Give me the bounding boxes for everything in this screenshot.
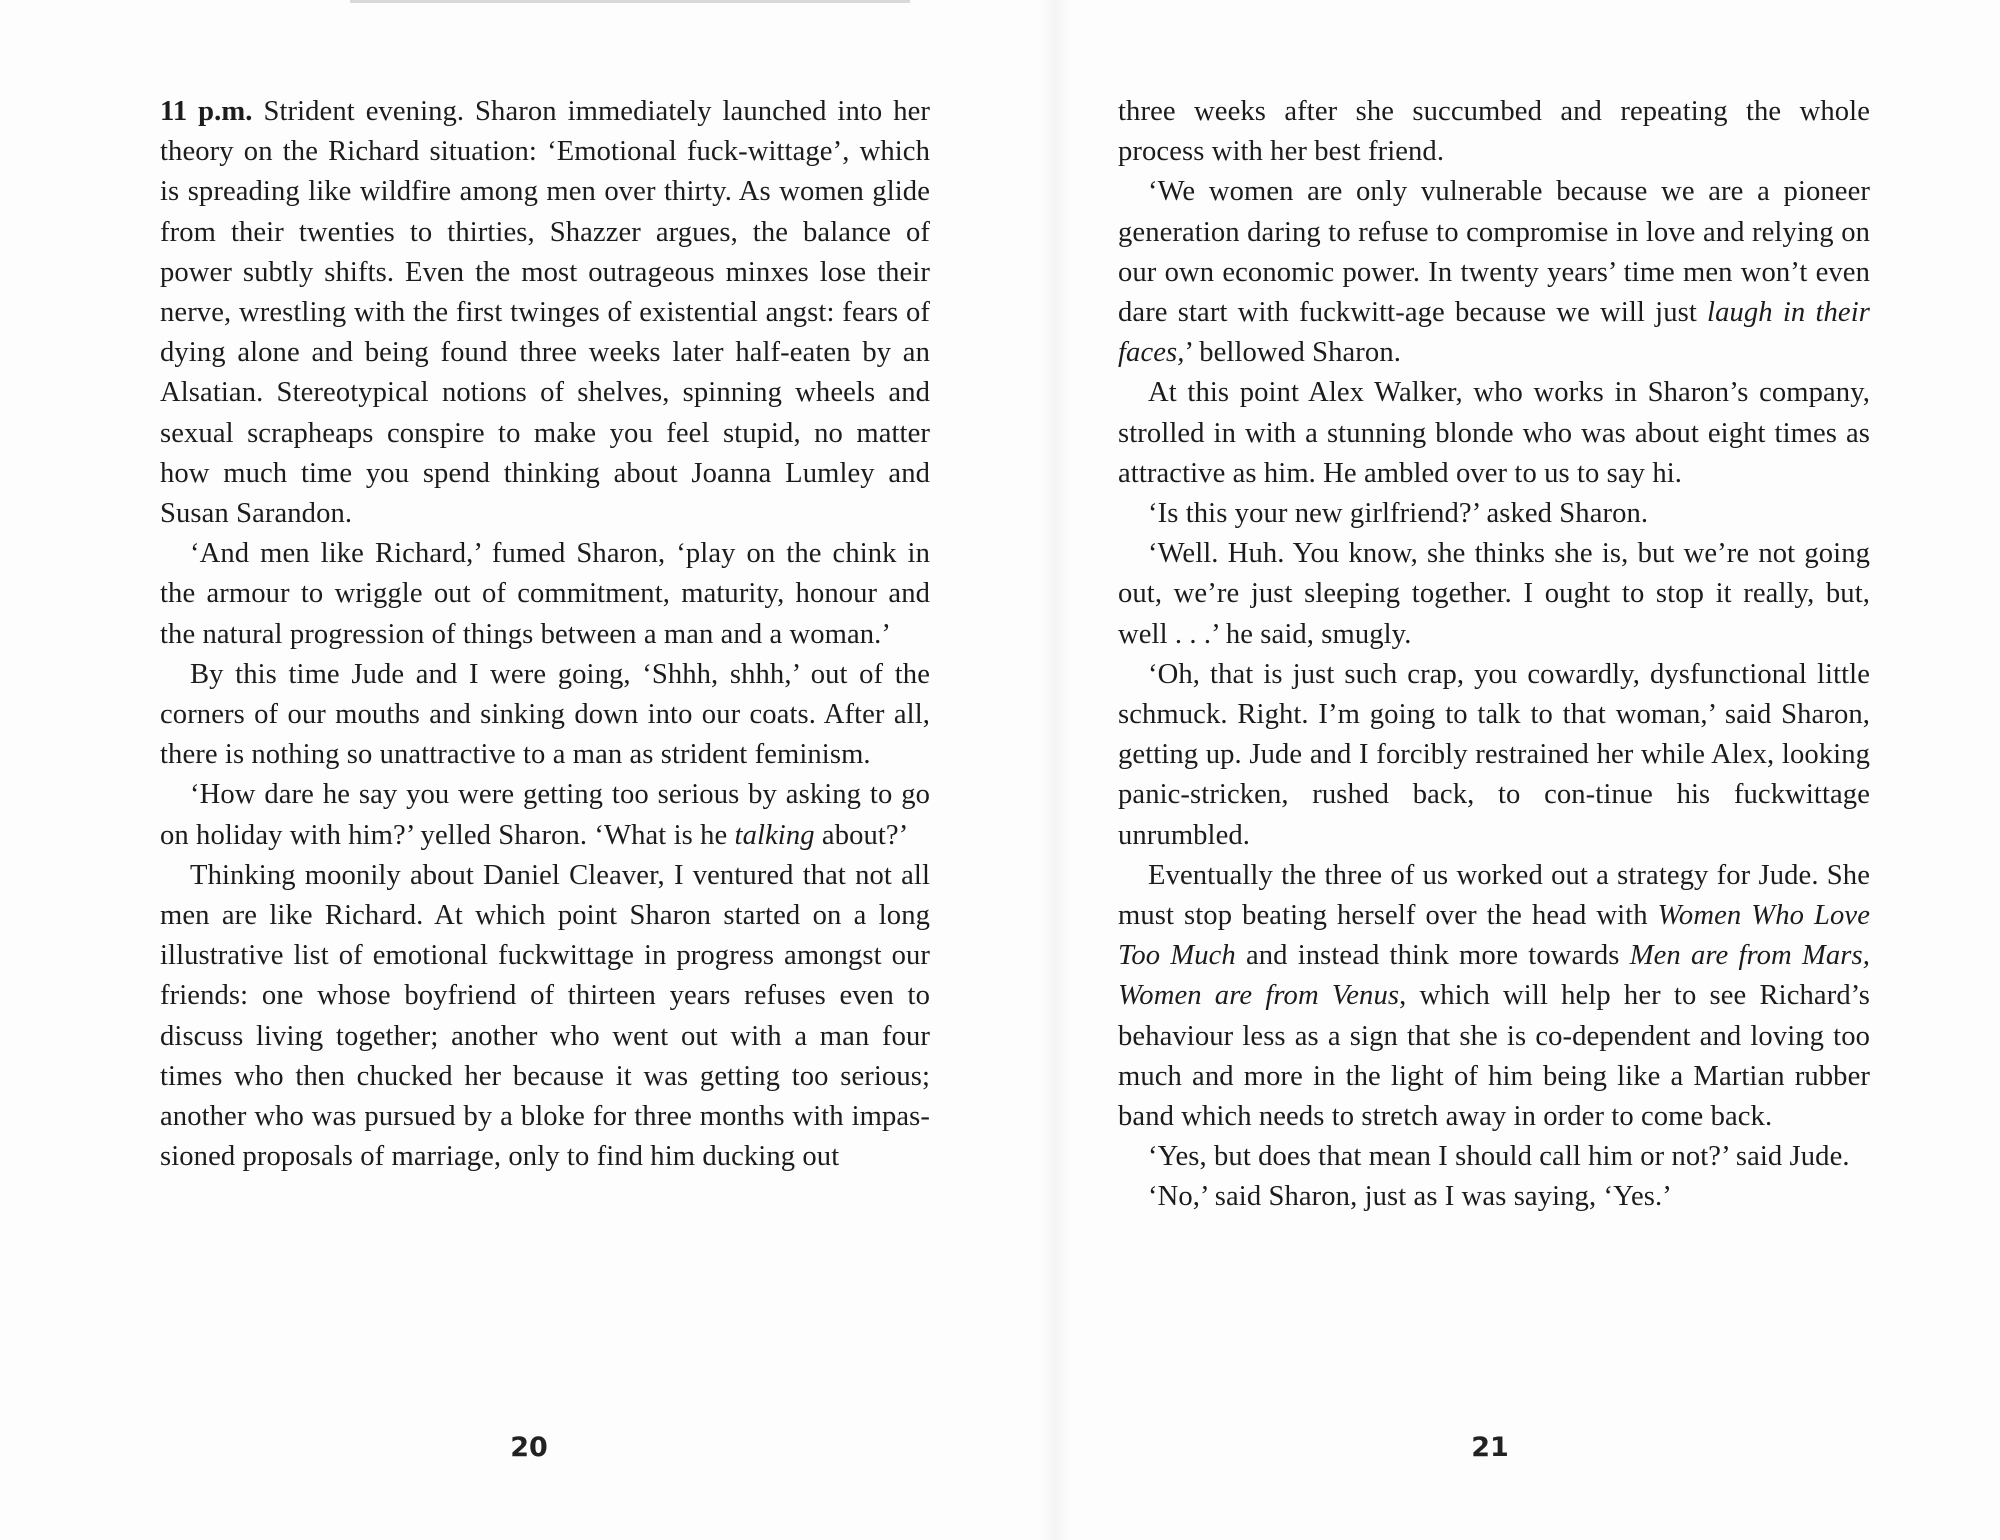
paragraph <box>1118 655 1870 856</box>
italic-text: talking <box>734 819 815 851</box>
paragraph-text: At this point Alex Walker, who works in Sharon’s company, strolled in with a stunning blonde who was about eight times as attractive as him. He ambled over to us to say hi. <box>1118 377 1870 489</box>
paragraph-text: ‘Is this your new girlfriend?’ asked Sharon. <box>1148 498 1649 530</box>
paragraph-text: ‘And men like Richard,’ fumed Sharon, ‘play on the chink in the armour to wriggle out of commitment, maturity, honour and the natural progression of things between a man and a woman.’ <box>160 538 930 650</box>
paragraph <box>160 92 930 534</box>
paragraph-text: Thinking moonily about Daniel Cleaver, I ventured that not all men are like Richard. At which point Sharon started on a long illustrative list of emotional fuckwittage in progress amongst our friends: one whose boyfriend of thirteen years refuses even to discuss living together; another who went out with a man four times who then chucked her because it was getting too serious; another who was pursued by a bloke for three months with impas-sioned proposals of marriage, only to find him ducking out <box>160 859 930 1173</box>
paragraph-text: about?’ <box>814 819 909 851</box>
page-top-edge <box>350 0 910 3</box>
italic-text: laugh in their faces, <box>1118 297 1870 369</box>
page-number-right: 21 <box>1471 1432 1509 1463</box>
italic-text: Women Who Love Too Much <box>1118 900 1870 972</box>
paragraph <box>160 775 930 855</box>
paragraph <box>1118 1137 1870 1177</box>
paragraph-text: three weeks after she succumbed and repeating the whole process with her best friend. <box>1118 96 1870 168</box>
paragraph <box>1118 856 1870 1137</box>
paragraph <box>1118 1177 1870 1217</box>
paragraph-text: ‘No,’ said Sharon, just as I was saying, ‘Yes.’ <box>1148 1181 1672 1213</box>
paragraph <box>1118 494 1870 534</box>
paragraph <box>1118 534 1870 655</box>
paragraph-text: ’ bellowed Sharon. <box>1184 337 1401 369</box>
paragraph-text: , which will help her to see Richard’s behaviour less as a sign that she is co-dependent and loving too much and more in the light of him being like a Martian rubber band which needs to stretch away in order to come back. <box>1118 980 1870 1133</box>
paragraph-text: ‘Oh, that is just such crap, you cowardly, dysfunctional little schmuck. Right. I’m going to talk to that woman,’ said Sharon, getting up. Jude and I forcibly restrained her while Alex, looking panic-stricken, rushed back, to con-tinue his fuckwittage unrumbled. <box>1118 658 1870 851</box>
paragraph <box>1118 373 1870 494</box>
italic-text: Men are from Mars, Women are from Venus <box>1118 940 1870 1012</box>
paragraph-text: Strident evening. Sharon immediately launched into her theory on the Richard situation: ‘Emotional fuck-wittage’, which is spreading like wildfire among men over thirty. As women glide from their twenties to thirties, Shazzer argues, the balance of power subtly shifts. Even the most outrageous minxes lose their nerve, wrestling with the first twinges of existential angst: fears of dying alone and being found three weeks later half-eaten by an Alsatian. Stereotypical notions of shelves, spinning wheels and sexual scrapheaps conspire to make you feel stupid, no matter how much time you spend thinking about Joanna Lumley and Susan Sarandon. <box>160 96 931 530</box>
paragraph <box>160 856 930 1178</box>
paragraph <box>1118 92 1870 172</box>
book-gutter <box>1040 0 1070 1540</box>
paragraph-text: By this time Jude and I were going, ‘Shhh, shhh,’ out of the corners of our mouths and sinking down into our coats. After all, there is nothing so unattractive to a man as strident feminism. <box>160 658 930 771</box>
paragraph-text: ‘Well. Huh. You know, she thinks she is, but we’re not going out, we’re just sleeping together. I ought to stop it really, but, well . . .’ he said, smugly. <box>1118 538 1870 650</box>
page-number-left: 20 <box>510 1432 548 1463</box>
paragraph-text: ‘How dare he say you were getting too serious by asking to go on holiday with him?’ yelled Sharon. ‘What is he <box>160 779 930 851</box>
right-page <box>1118 92 1870 1218</box>
entry-time: 11 p.m. <box>160 96 253 127</box>
left-page <box>160 92 930 1177</box>
paragraph-text: and instead think more towards <box>1235 940 1630 972</box>
paragraph <box>1118 172 1870 373</box>
paragraph-text: ‘Yes, but does that mean I should call him or not?’ said Jude. <box>1148 1141 1850 1173</box>
paragraph <box>160 655 930 776</box>
paragraph <box>160 534 930 655</box>
paragraph-text: ‘We women are only vulnerable because we are a pioneer generation daring to refuse to compromise in love and relying on our own economic power. In twenty years’ time men won’t even dare start with fuckwitt-age because we will just <box>1118 176 1870 329</box>
paragraph-text: Eventually the three of us worked out a strategy for Jude. She must stop beating herself over the head with <box>1118 859 1870 932</box>
